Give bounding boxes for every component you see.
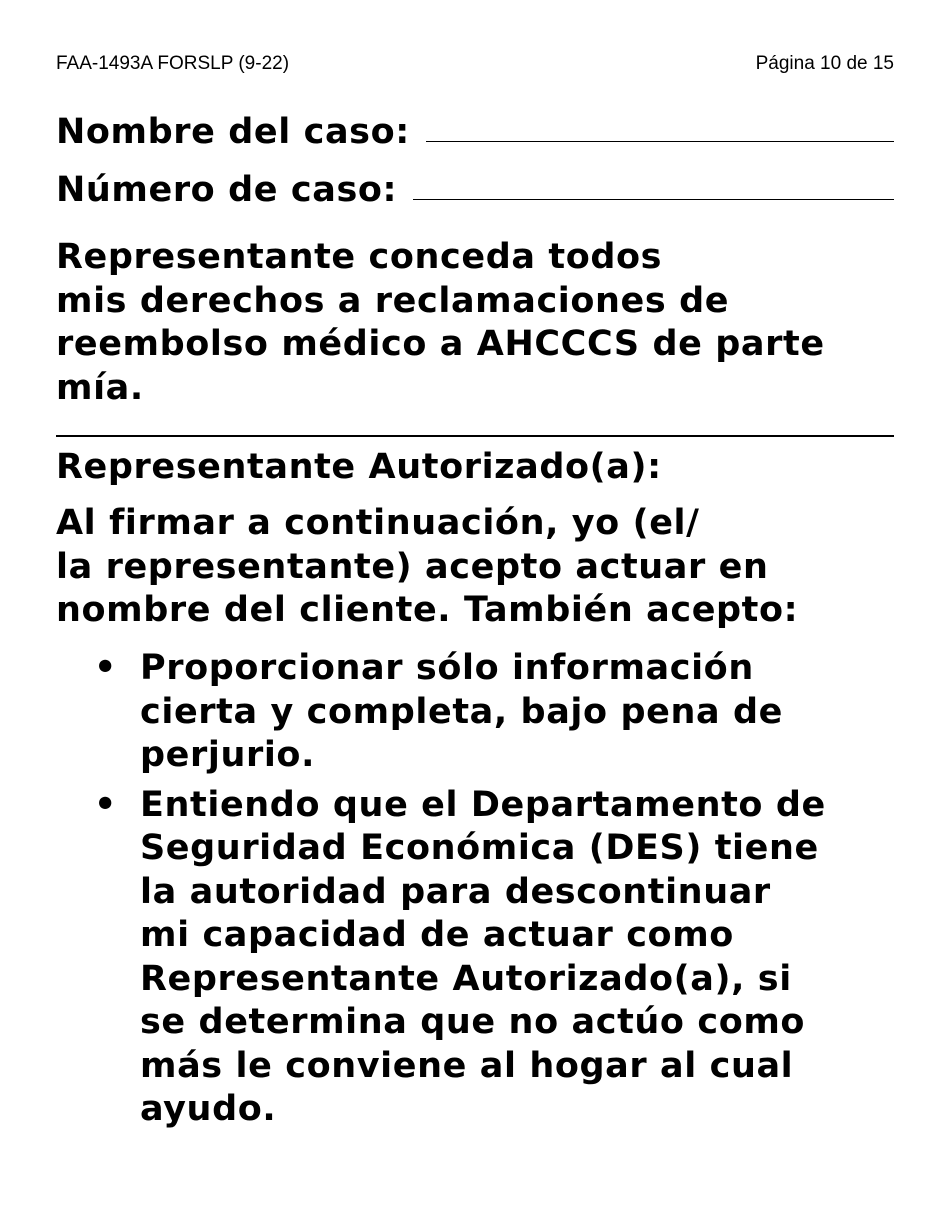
list-item-line: ayudo. xyxy=(140,1089,277,1129)
list-item-line: cierta y completa, bajo pena de xyxy=(140,691,783,732)
grant-statement-line: Representante conceda todos xyxy=(56,237,663,277)
list-item-line: más le conviene al hogar al cual xyxy=(140,1045,794,1086)
grant-statement xyxy=(56,236,906,410)
list-item-line: Representante Autorizado(a), si xyxy=(140,958,792,999)
list-item xyxy=(56,647,916,778)
list-item-line: Proporcionar sólo información xyxy=(140,648,754,688)
list-item-line: perjurio. xyxy=(140,735,315,775)
list-item-line: Entiendo que el Departamento de xyxy=(140,784,826,825)
grant-statement-line: reembolso médico a AHCCCS de parte xyxy=(56,324,825,364)
case-number-row xyxy=(56,162,894,210)
authorized-rep-intro xyxy=(56,502,906,633)
bullet-icon: • xyxy=(94,648,117,688)
bullet-icon: • xyxy=(94,784,117,825)
list-item-line: mi capacidad de actuar como xyxy=(140,915,734,955)
case-name-field[interactable] xyxy=(426,140,894,142)
grant-statement-line: mis derechos a reclamaciones de xyxy=(56,280,730,321)
case-number-label: Número de caso: xyxy=(56,170,398,210)
page-header xyxy=(56,52,894,76)
case-number-field[interactable] xyxy=(413,198,894,200)
agreement-list xyxy=(56,647,916,1138)
section-divider xyxy=(56,435,894,437)
case-name-label: Nombre del caso: xyxy=(56,112,410,152)
grant-statement-line: mía. xyxy=(56,367,144,408)
form-id: FAA-1493A FORSLP (9-22) xyxy=(56,53,290,74)
list-item xyxy=(56,784,916,1132)
intro-line: nombre del cliente. También acepto: xyxy=(56,590,799,630)
list-item-line: Seguridad Económica (DES) tiene xyxy=(140,828,819,868)
authorized-rep-heading: Representante Autorizado(a): xyxy=(56,447,662,487)
case-name-row xyxy=(56,104,894,152)
list-item-line: la autoridad para descontinuar xyxy=(140,871,771,912)
intro-line: Al firmar a continuación, yo (el/ xyxy=(56,503,700,543)
page-number: Página 10 de 15 xyxy=(755,53,894,74)
intro-line: la representante) acepto actuar en xyxy=(56,546,769,587)
list-item-line: se determina que no actúo como xyxy=(140,1002,806,1042)
